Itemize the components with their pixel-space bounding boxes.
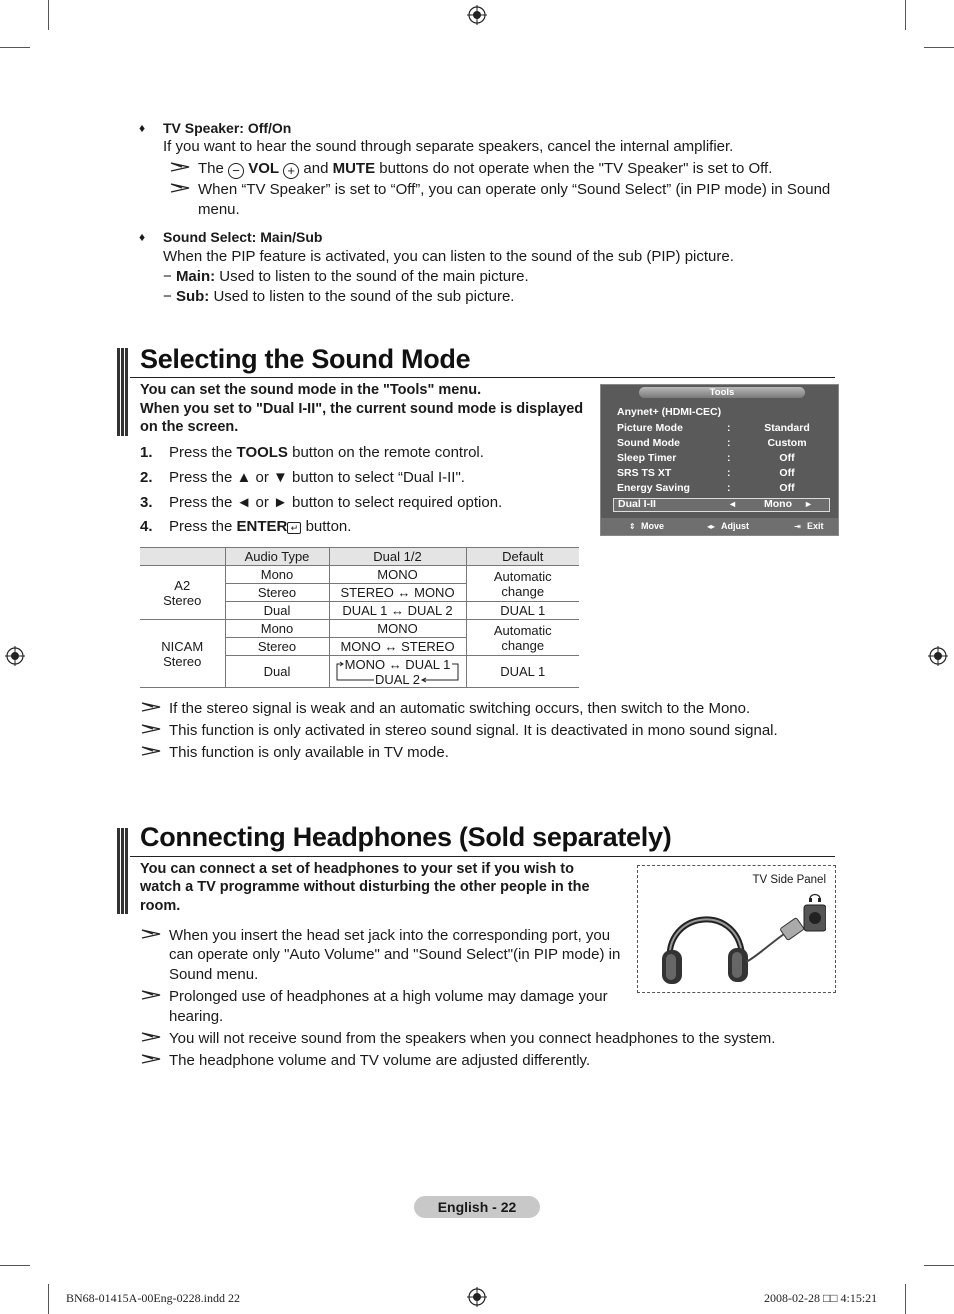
- section2-note1-l1: When you insert the head set jack into the corresponding port, you: [169, 927, 611, 944]
- slug-date: 2008-02-28 □□ 4:15:21: [764, 1291, 878, 1305]
- heading-bar: [117, 828, 129, 914]
- section1-note: This function is only available in TV mode.: [169, 744, 449, 761]
- sound-select-sub: [163, 287, 514, 307]
- tv-speaker-note2-line1: When “TV Speaker” is set to “Off”, you can operate only “Sound Select” (in PIP mode) in Sound: [198, 181, 831, 198]
- step-number: 1.: [140, 444, 153, 461]
- dash: −: [163, 288, 172, 305]
- section2-note1-l2: can operate only "Auto Volume" and "Sound Select"(in PIP mode) in: [169, 946, 621, 963]
- step-text: Press the: [169, 444, 233, 461]
- slug-file: BN68-01415A-00Eng-0228.indd 22: [66, 1291, 240, 1305]
- heading-rule: [130, 377, 835, 378]
- step-number: 4.: [140, 518, 153, 535]
- osd-row-value: Off: [779, 482, 795, 494]
- osd-foot-move: Move: [641, 521, 665, 531]
- main-text: Used to listen to the sound of the main picture.: [219, 268, 529, 285]
- sub-label: Sub:: [175, 288, 210, 305]
- left-arrow-icon: ◄: [728, 499, 737, 509]
- osd-foot-exit: Exit: [807, 521, 824, 531]
- default-text: change: [501, 637, 545, 653]
- tv-side-panel-illustration: [637, 865, 836, 993]
- table-cell: DUAL 1 ↔ DUAL 2: [329, 602, 466, 620]
- table-row: [140, 620, 579, 638]
- page-number-label: English - 22: [414, 1196, 540, 1218]
- step-4: [140, 517, 351, 537]
- osd-footer: [601, 518, 838, 535]
- osd-row-label: Energy Saving: [617, 482, 690, 494]
- main-label: Main:: [175, 268, 216, 285]
- move-icon: ⇕: [629, 522, 636, 531]
- group-label: Stereo: [163, 653, 202, 669]
- osd-row[interactable]: [617, 436, 827, 450]
- note-arrow-icon: [141, 746, 161, 756]
- osd-row-label: Sleep Timer: [617, 452, 677, 464]
- note-text: and: [303, 160, 329, 177]
- section2-note2-l1: Prolonged use of headphones at a high volume may damage your: [169, 988, 608, 1005]
- section1-intro3: on the screen.: [140, 419, 239, 435]
- table-header: Default: [466, 548, 579, 566]
- note-arrow-icon: [141, 702, 161, 712]
- crop-mark: [905, 1284, 906, 1314]
- group-label: A2: [174, 577, 191, 593]
- vol-key: VOL: [248, 160, 280, 177]
- registration-mark-icon: [928, 646, 948, 666]
- crop-mark: [905, 0, 906, 30]
- tv-speaker-title: TV Speaker: Off/On: [163, 120, 292, 136]
- crop-mark: [0, 47, 30, 48]
- table-header: Audio Type: [225, 548, 329, 566]
- osd-selected-label: Dual I-II: [618, 498, 656, 510]
- table-cell-default: [466, 620, 579, 656]
- headphones-icon: [656, 892, 826, 987]
- tv-speaker-note1: [198, 159, 772, 179]
- note-text: The: [198, 160, 224, 177]
- osd-foot-adjust: Adjust: [721, 521, 749, 531]
- table-header: Dual 1/2: [329, 548, 466, 566]
- note-arrow-icon: [170, 183, 190, 193]
- note-arrow-icon: [141, 724, 161, 734]
- osd-row[interactable]: [617, 481, 827, 495]
- osd-row[interactable]: [617, 466, 827, 480]
- section-heading-sound-mode: Selecting the Sound Mode: [140, 344, 471, 374]
- cycle-line: DUAL 2: [374, 671, 421, 687]
- minus-circle-icon: −: [228, 163, 244, 179]
- sound-mode-table: [140, 547, 579, 688]
- section2-intro3: room.: [140, 898, 181, 914]
- table-group-a2: [140, 566, 225, 620]
- diamond-bullet-icon: ♦: [139, 230, 146, 244]
- note-arrow-icon: [141, 929, 161, 939]
- table-group-nicam: [140, 620, 225, 688]
- osd-row-colon: :: [727, 422, 731, 434]
- registration-mark-icon: [467, 1287, 487, 1307]
- osd-row-colon: :: [727, 467, 731, 479]
- osd-row-label: Sound Mode: [617, 437, 680, 449]
- osd-row[interactable]: [617, 405, 827, 419]
- cycle-line: MONO ↔ DUAL 1: [344, 656, 451, 672]
- default-text: change: [501, 583, 545, 599]
- tools-osd-menu: [600, 384, 839, 536]
- step-2: [140, 468, 465, 488]
- section2-intro1: You can connect a set of headphones to your set if you wish to: [140, 861, 574, 877]
- table-cell: Mono: [225, 620, 329, 638]
- table-header-blank: [140, 548, 225, 566]
- adjust-icon: ◂▸: [707, 522, 716, 531]
- cycle-arrow-icon: [334, 661, 462, 683]
- osd-selected-value: Mono: [764, 498, 792, 510]
- section1-intro2: When you set to "Dual I-II", the current sound mode is displayed: [140, 401, 584, 417]
- osd-row[interactable]: [617, 421, 827, 435]
- step-text: Press the ▲ or ▼ button to select “Dual I-II".: [169, 469, 465, 486]
- tv-speaker-note2-line2: menu.: [198, 201, 240, 218]
- group-label: NICAM: [161, 638, 204, 654]
- osd-row-value: Custom: [767, 437, 807, 449]
- table-cell: MONO: [329, 566, 466, 584]
- table-cell: STEREO ↔ MONO: [329, 584, 466, 602]
- step-text: button on the remote control.: [292, 444, 484, 461]
- tools-key: TOOLS: [236, 444, 288, 461]
- section-heading-headphones: Connecting Headphones (Sold separately): [140, 822, 672, 852]
- default-text: Automatic: [493, 622, 552, 638]
- step-number: 2.: [140, 469, 153, 486]
- default-text: Automatic: [493, 568, 552, 584]
- osd-selected-row[interactable]: [613, 498, 830, 512]
- table-cell-default: [466, 566, 579, 602]
- osd-row[interactable]: [617, 451, 827, 465]
- note-arrow-icon: [141, 1032, 161, 1042]
- table-cell: MONO: [329, 620, 466, 638]
- heading-rule: [130, 856, 835, 857]
- section1-note: This function is only activated in stereo sound signal. It is deactivated in mono sound signal.: [169, 722, 778, 739]
- sub-text: Used to listen to the sound of the sub picture.: [213, 288, 515, 305]
- table-cell-cycle: [329, 656, 466, 688]
- osd-title: Tools: [639, 387, 805, 398]
- diamond-bullet-icon: ♦: [139, 121, 146, 135]
- osd-row-label: Picture Mode: [617, 422, 683, 434]
- dash: −: [163, 268, 172, 285]
- step-text: Press the: [169, 518, 233, 535]
- note-text: buttons do not operate when the "TV Speaker" is set to Off.: [379, 160, 773, 177]
- right-arrow-icon: ►: [804, 499, 813, 509]
- section2-note1-l3: Sound menu.: [169, 966, 259, 983]
- table-row: [140, 566, 579, 584]
- mute-key: MUTE: [332, 160, 376, 177]
- table-cell: MONO ↔ STEREO: [329, 638, 466, 656]
- osd-row-value: Off: [779, 467, 795, 479]
- crop-mark: [924, 47, 954, 48]
- step-text: button.: [305, 518, 352, 535]
- osd-row-colon: :: [727, 482, 731, 494]
- step-1: [140, 443, 484, 463]
- section2-intro2: watch a TV programme without disturbing the other people in the: [140, 879, 590, 895]
- table-cell: Dual: [225, 656, 329, 688]
- osd-row-value: Off: [779, 452, 795, 464]
- group-label: Stereo: [163, 592, 202, 608]
- sound-select-title: Sound Select: Main/Sub: [163, 229, 323, 245]
- exit-icon: ⇥: [794, 522, 801, 531]
- osd-row-colon: :: [727, 452, 731, 464]
- crop-mark: [48, 1284, 49, 1314]
- table-cell: Dual: [225, 602, 329, 620]
- table-cell: DUAL 1: [466, 602, 579, 620]
- registration-mark-icon: [467, 5, 487, 25]
- panel-label: TV Side Panel: [752, 874, 826, 886]
- section2-note3: You will not receive sound from the speakers when you connect headphones to the system.: [169, 1030, 776, 1047]
- table-cell: Stereo: [225, 638, 329, 656]
- registration-mark-icon: [5, 646, 25, 666]
- section1-note: If the stereo signal is weak and an automatic switching occurs, then switch to the Mono.: [169, 700, 751, 717]
- section1-intro1: You can set the sound mode in the "Tools" menu.: [140, 382, 482, 398]
- table-cell: DUAL 1: [466, 656, 579, 688]
- heading-bar: [117, 348, 129, 436]
- sound-select-main: [163, 267, 529, 287]
- step-3: [140, 493, 502, 513]
- enter-key: ENTER: [236, 518, 288, 535]
- plus-circle-icon: +: [283, 163, 299, 179]
- crop-mark: [48, 0, 49, 30]
- osd-row-label: Anynet+ (HDMI-CEC): [617, 406, 722, 418]
- osd-row-value: Standard: [764, 422, 810, 434]
- osd-row-colon: :: [727, 437, 731, 449]
- section2-note2-l2: hearing.: [169, 1008, 224, 1025]
- table-cell: Stereo: [225, 584, 329, 602]
- tv-speaker-desc: If you want to hear the sound through separate speakers, cancel the internal amplifier.: [163, 138, 734, 155]
- note-arrow-icon: [170, 162, 190, 172]
- osd-row-label: SRS TS XT: [617, 467, 672, 479]
- enter-icon: ↵: [287, 522, 301, 534]
- crop-mark: [924, 1265, 954, 1266]
- sound-select-desc: When the PIP feature is activated, you can listen to the sound of the sub (PIP) picture.: [163, 248, 734, 265]
- crop-mark: [0, 1265, 30, 1266]
- table-cell: Mono: [225, 566, 329, 584]
- section2-note4: The headphone volume and TV volume are adjusted differently.: [169, 1052, 591, 1069]
- step-text: Press the ◄ or ► button to select required option.: [169, 494, 503, 511]
- note-arrow-icon: [141, 990, 161, 1000]
- note-arrow-icon: [141, 1054, 161, 1064]
- step-number: 3.: [140, 494, 153, 511]
